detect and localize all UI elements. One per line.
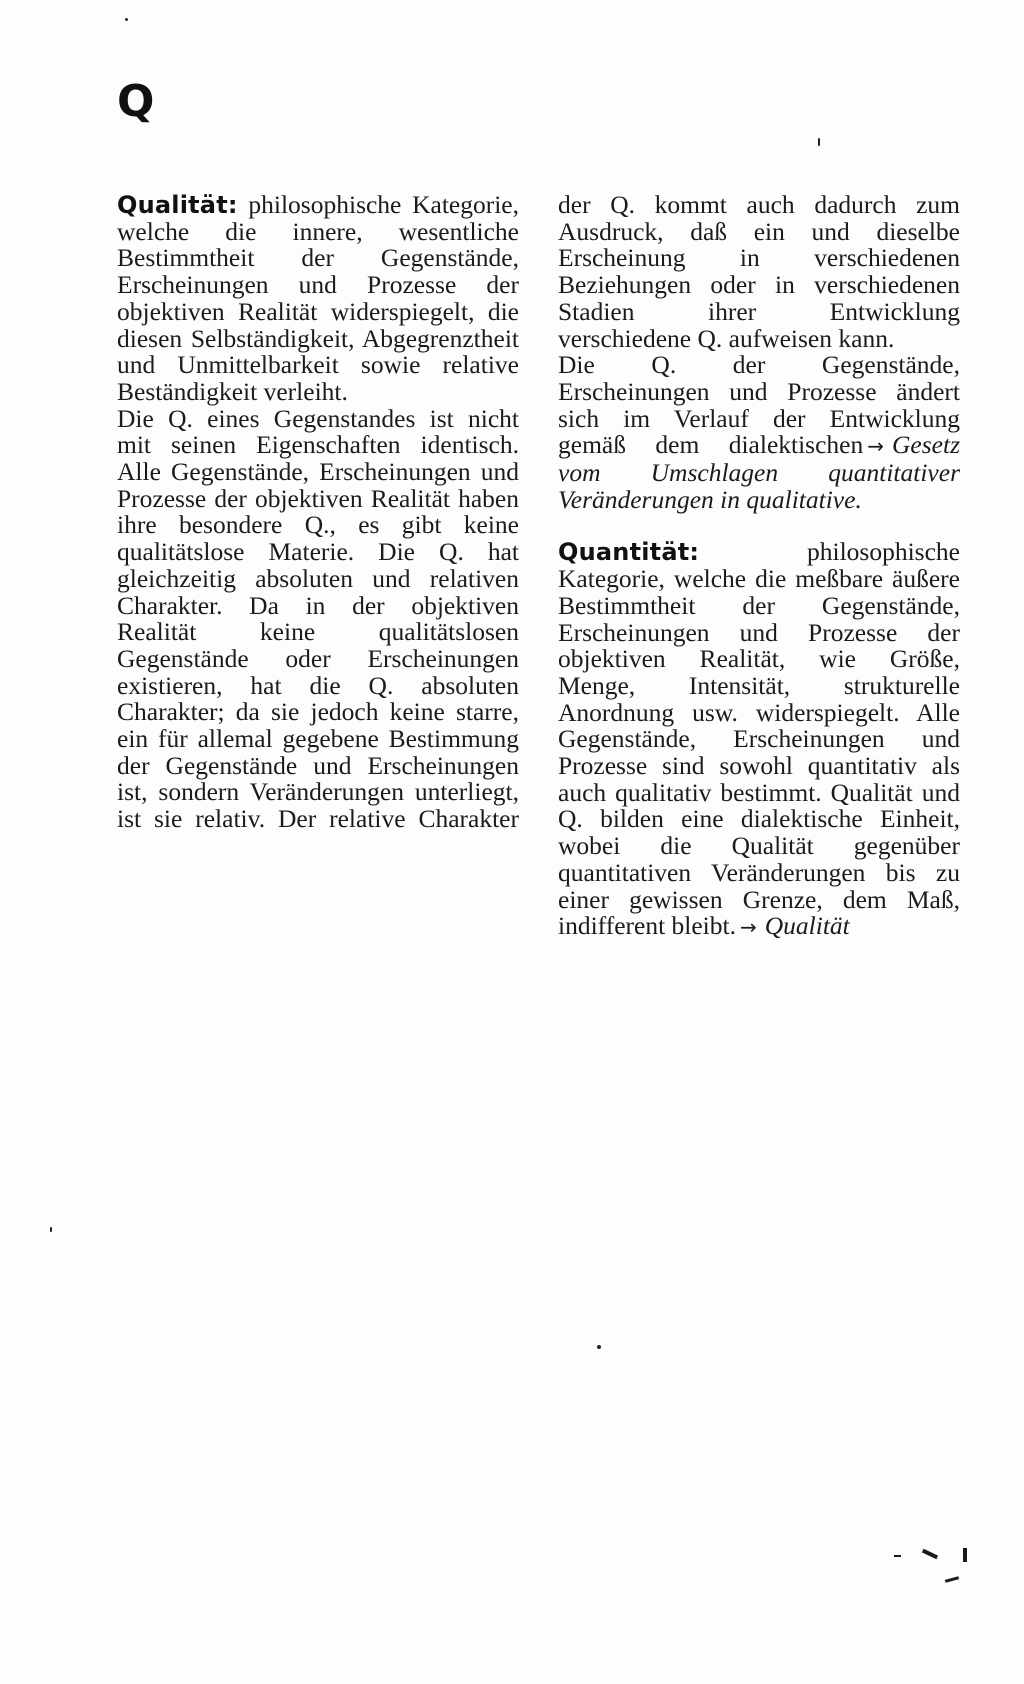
crossref-qualitaet[interactable]: Qualität bbox=[764, 911, 850, 941]
crossref-gesetz[interactable]: Gesetz vom Umschlagen quantitativer Veränderungen in qualitative. bbox=[558, 430, 960, 514]
qualitaet-paragraph-2-text: Die Q. eines Gegenstandes ist nicht mit seinen Eigenschaften identisch. Alle Gegenstände, Erscheinungen und Prozesse der objektiven Realität haben ihre besondere Q., es gibt keine qualitätslose Materie. Die Q. hat gleichzeitig absoluten und relativen Charakter. Da in der objektiven Realität keine qualitätslosen Gegenstände oder Erscheinungen existieren, hat die Q. absoluten Charakter; da sie jedoch keine starre, ein für allemal gegebene Bestimmung der Gegenstände und Erscheinungen ist, sondern Veränderungen unterliegt, ist sie relativ. Der relative Charakter bbox=[117, 403, 519, 834]
headword-quantitaet: Quantität: bbox=[558, 538, 700, 567]
scan-speck bbox=[50, 1227, 52, 1232]
entry-qualitaet-definition bbox=[117, 192, 519, 406]
scan-speck bbox=[125, 18, 128, 21]
headword-qualitaet: Qualität: bbox=[117, 191, 238, 219]
scan-mark bbox=[945, 1576, 959, 1583]
qualitaet-paragraph-3-text: Die Q. der Gegenstände, Erscheinungen und Prozesse ändert sich im Verlauf der Entwicklung gemäß dem dialektischen bbox=[558, 350, 960, 460]
qualitaet-paragraph-1: philosophische Kategorie, welche die innere, wesentliche Bestimmtheit der Gegenstände, Erscheinungen und Prozesse der objektiven Realität widerspiegelt, die diesen Selbständigkeit, Abgegrenztheit und Unmittelbarkeit sowie relative Beständigkeit verleiht. bbox=[117, 190, 519, 406]
right-arrow-icon: → bbox=[739, 915, 757, 940]
qualitaet-paragraph-2 bbox=[117, 403, 519, 834]
scan-speck bbox=[597, 1345, 601, 1349]
section-letter: Q bbox=[117, 76, 155, 127]
scan-speck bbox=[818, 138, 820, 146]
right-column bbox=[558, 192, 960, 941]
qualitaet-paragraph-2-continuation: der Q. kommt auch dadurch zum Ausdruck, daß ein und dieselbe Erscheinung in verschiedenen Beziehungen oder in verschiedenen Stadien ihrer Entwicklung verschiedene Q. aufweisen kann. bbox=[558, 190, 960, 353]
scan-mark bbox=[963, 1548, 967, 1562]
left-column bbox=[117, 192, 519, 833]
scan-mark bbox=[894, 1555, 901, 1557]
qualitaet-paragraph-3 bbox=[558, 352, 960, 513]
entry-quantitaet bbox=[558, 539, 960, 941]
right-arrow-icon: → bbox=[867, 434, 885, 459]
scan-mark bbox=[922, 1549, 938, 1559]
quantitaet-text: philosophische Kategorie, welche die meßbare äußere Bestimmtheit der Gegenstände, Erscheinungen und Prozesse der objektiven Realität, wie Größe, Menge, Intensität, strukturelle Anordnung usw. widerspiegelt. Alle Gegenstände, Erscheinungen und Prozesse sind sowohl quantitativ als auch qualitativ bestimmt. Qualität und Q. bilden eine dialektische Einheit, wobei die Qualität gegenüber quantitativen Veränderungen bis zu einer gewissen Grenze, dem Maß, indifferent bleibt. bbox=[558, 537, 960, 941]
